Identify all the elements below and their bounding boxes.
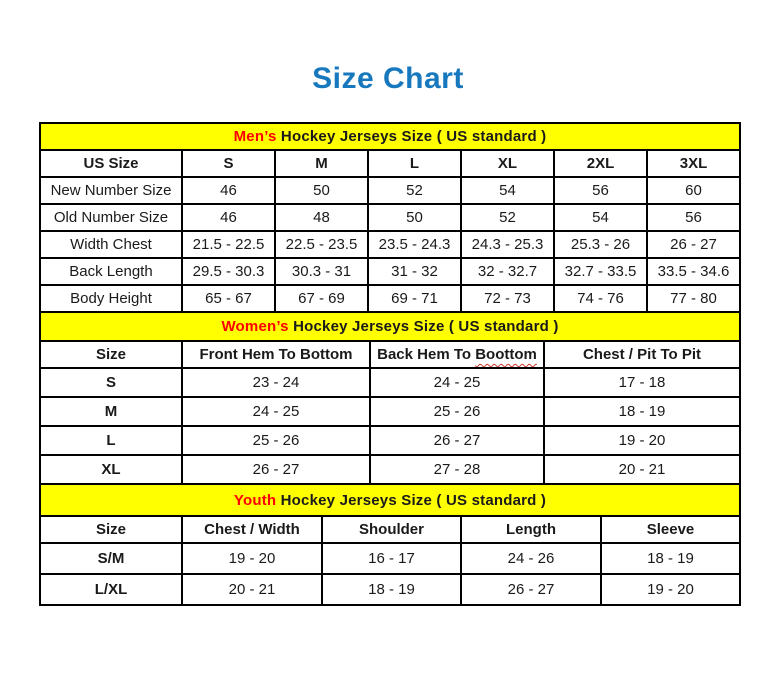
table-cell: 18 - 19 bbox=[322, 574, 461, 605]
table-cell: 48 bbox=[275, 204, 368, 231]
table-row bbox=[40, 177, 740, 204]
table-row bbox=[40, 397, 740, 426]
youth-col-size: Size bbox=[40, 516, 182, 543]
table-cell: 69 - 71 bbox=[368, 285, 461, 312]
table-cell: 23 - 24 bbox=[182, 368, 370, 397]
table-cell: 26 - 27 bbox=[647, 231, 740, 258]
row-label: Old Number Size bbox=[40, 204, 182, 231]
womens-col-size: Size bbox=[40, 341, 182, 368]
table-cell: 32 - 32.7 bbox=[461, 258, 554, 285]
table-cell: 32.7 - 33.5 bbox=[554, 258, 647, 285]
youth-section-header-row bbox=[40, 484, 740, 516]
row-label: Body Height bbox=[40, 285, 182, 312]
womens-size-table bbox=[39, 311, 741, 485]
womens-header-accent: Women’s bbox=[221, 318, 289, 335]
youth-size-table bbox=[39, 483, 741, 606]
row-label: Width Chest bbox=[40, 231, 182, 258]
youth-col-shoulder: Shoulder bbox=[322, 516, 461, 543]
table-cell: 72 - 73 bbox=[461, 285, 554, 312]
table-row bbox=[40, 426, 740, 455]
table-row bbox=[40, 285, 740, 312]
table-cell: 27 - 28 bbox=[370, 455, 544, 484]
youth-header-rest: Hockey Jerseys Size ( US standard ) bbox=[276, 491, 547, 509]
table-cell: 50 bbox=[275, 177, 368, 204]
mens-col-3xl: 3XL bbox=[647, 150, 740, 177]
table-cell: 16 - 17 bbox=[322, 543, 461, 574]
mens-col-2xl: 2XL bbox=[554, 150, 647, 177]
mens-header-rest: Hockey Jerseys Size ( US standard ) bbox=[276, 128, 547, 145]
table-row bbox=[40, 368, 740, 397]
row-label: XL bbox=[40, 455, 182, 484]
table-cell: 19 - 20 bbox=[601, 574, 740, 605]
mens-section-header bbox=[40, 123, 740, 150]
youth-column-header-row bbox=[40, 516, 740, 543]
table-cell: 56 bbox=[554, 177, 647, 204]
table-cell: 52 bbox=[368, 177, 461, 204]
mens-col-us-size: US Size bbox=[40, 150, 182, 177]
youth-col-length: Length bbox=[461, 516, 601, 543]
table-cell: 33.5 - 34.6 bbox=[647, 258, 740, 285]
table-cell: 20 - 21 bbox=[182, 574, 322, 605]
table-row bbox=[40, 204, 740, 231]
table-cell: 52 bbox=[461, 204, 554, 231]
mens-column-header-row bbox=[40, 150, 740, 177]
table-cell: 54 bbox=[554, 204, 647, 231]
table-cell: 26 - 27 bbox=[370, 426, 544, 455]
table-row bbox=[40, 543, 740, 574]
row-label: L/XL bbox=[40, 574, 182, 605]
table-cell: 22.5 - 23.5 bbox=[275, 231, 368, 258]
womens-col-back-hem bbox=[370, 341, 544, 368]
table-cell: 24 - 25 bbox=[370, 368, 544, 397]
youth-col-sleeve: Sleeve bbox=[601, 516, 740, 543]
row-label: New Number Size bbox=[40, 177, 182, 204]
table-cell: 19 - 20 bbox=[182, 543, 322, 574]
mens-col-xl: XL bbox=[461, 150, 554, 177]
youth-col-chest-width: Chest / Width bbox=[182, 516, 322, 543]
womens-section-header bbox=[40, 312, 740, 341]
row-label: L bbox=[40, 426, 182, 455]
table-cell: 24 - 26 bbox=[461, 543, 601, 574]
table-row bbox=[40, 455, 740, 484]
womens-col-back-hem-misspelled-word: Boottom bbox=[475, 346, 537, 363]
table-cell: 30.3 - 31 bbox=[275, 258, 368, 285]
table-cell: 18 - 19 bbox=[601, 543, 740, 574]
table-cell: 65 - 67 bbox=[182, 285, 275, 312]
table-cell: 26 - 27 bbox=[182, 455, 370, 484]
table-cell: 24 - 25 bbox=[182, 397, 370, 426]
table-cell: 54 bbox=[461, 177, 554, 204]
mens-col-s: S bbox=[182, 150, 275, 177]
mens-col-l: L bbox=[368, 150, 461, 177]
size-chart-tables bbox=[39, 122, 741, 606]
table-cell: 60 bbox=[647, 177, 740, 204]
row-label: Back Length bbox=[40, 258, 182, 285]
womens-section-header-row bbox=[40, 312, 740, 341]
table-cell: 20 - 21 bbox=[544, 455, 740, 484]
table-cell: 77 - 80 bbox=[647, 285, 740, 312]
table-cell: 24.3 - 25.3 bbox=[461, 231, 554, 258]
table-cell: 29.5 - 30.3 bbox=[182, 258, 275, 285]
row-label: M bbox=[40, 397, 182, 426]
womens-column-header-row bbox=[40, 341, 740, 368]
youth-section-header bbox=[40, 484, 740, 516]
table-cell: 17 - 18 bbox=[544, 368, 740, 397]
youth-header-accent: Youth bbox=[233, 491, 277, 509]
womens-col-chest: Chest / Pit To Pit bbox=[544, 341, 740, 368]
table-cell: 19 - 20 bbox=[544, 426, 740, 455]
table-cell: 46 bbox=[182, 177, 275, 204]
table-cell: 18 - 19 bbox=[544, 397, 740, 426]
table-cell: 74 - 76 bbox=[554, 285, 647, 312]
row-label: S/M bbox=[40, 543, 182, 574]
womens-header-rest: Hockey Jerseys Size ( US standard ) bbox=[288, 318, 559, 335]
row-label: S bbox=[40, 368, 182, 397]
table-cell: 21.5 - 22.5 bbox=[182, 231, 275, 258]
table-cell: 25 - 26 bbox=[370, 397, 544, 426]
table-cell: 50 bbox=[368, 204, 461, 231]
table-cell: 46 bbox=[182, 204, 275, 231]
table-cell: 26 - 27 bbox=[461, 574, 601, 605]
table-row bbox=[40, 258, 740, 285]
mens-col-m: M bbox=[275, 150, 368, 177]
mens-section-header-row bbox=[40, 123, 740, 150]
table-cell: 56 bbox=[647, 204, 740, 231]
table-row bbox=[40, 231, 740, 258]
womens-col-back-hem-prefix: Back Hem To bbox=[377, 346, 476, 363]
mens-header-accent: Men’s bbox=[233, 128, 277, 145]
table-cell: 25 - 26 bbox=[182, 426, 370, 455]
table-cell: 25.3 - 26 bbox=[554, 231, 647, 258]
table-cell: 31 - 32 bbox=[368, 258, 461, 285]
table-cell: 67 - 69 bbox=[275, 285, 368, 312]
table-cell: 23.5 - 24.3 bbox=[368, 231, 461, 258]
table-row bbox=[40, 574, 740, 605]
page-title: Size Chart bbox=[312, 62, 464, 95]
womens-col-front-hem: Front Hem To Bottom bbox=[182, 341, 370, 368]
mens-size-table bbox=[39, 122, 741, 313]
